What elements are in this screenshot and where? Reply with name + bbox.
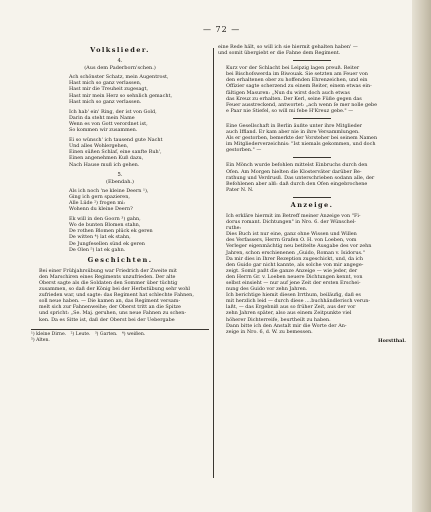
text-line: Pater N. N. [226,186,254,193]
text-line: Bei einer Frühjahrsübung war Friedrich der Zweite mit [39,267,177,274]
anzeige-heading: Anzeige. [290,200,334,209]
story-continuation [218,44,406,56]
text-line: dorus romant. Dichtungen" in Nro. 6. der Wünschel- [226,219,356,226]
right-column [218,44,406,344]
text-line: im Mitgliederverzeichnis: "Ist niemals gekommen, und doch [226,141,376,148]
story-friedrich [31,268,209,323]
separator [293,118,331,119]
text-line: nung des Guido vor zehn Jahren. [226,286,308,293]
text-line: ken. Da es Sitte ist, daß der Oberst bei der Uebergabe [39,316,175,323]
text-line: Dann bitte ich den Anstalt mir die Worte der An- [226,322,347,329]
text-line: selbst einsieht — nur auf jene Zeit der ersten Erschei- [226,280,361,286]
verse-line: De Olen ⁵) lat ek gahn. [69,246,126,253]
verse-line: Ging ich gern spazieren, [69,193,130,200]
text-line: den erhaltenen ober zu hoffenden Ehrenzeichen, und ein [226,77,368,84]
anecdote-monk [218,162,406,192]
text-line: laßt, — das Ergebniß aus so früher Zeit, aus der vor [226,304,356,311]
text-line: Eine Gesellschaft in Berlin äußte unter ihre Mitglieder [226,122,362,129]
verse-line: Als ich noch 'ne kleine Deern ¹), [69,187,149,194]
verse-line: Einen angenehmen Kuß dazu, [69,155,144,162]
verse-line: Einen süßen Schlaf, eine sanfte Ruh', [69,149,162,156]
song-4-stanza-2 [31,109,209,133]
text-line: Feuer ausstreckend, antwortet: „ach wenn ſe mer nolle gebe [226,101,377,108]
text-line: gestorben." — [226,147,262,154]
verse-line: De witten ⁴) lat ek stahn, [69,234,131,241]
verse-line: Ei so wünsch' ich tausend gute Nacht [69,137,163,144]
text-line: und somit übergiebt er die Fahne dem Regiment. [218,50,341,57]
verse-line: Wenn es von Gott verordnet ist, [69,120,148,127]
text-line: den Herrn Gr. v. Loeben neuere Dichtungen kennt, von [226,273,363,280]
text-line: Oberst sagte als die Soldaten den Sommer über tüchtig [39,280,178,286]
footnote: ⁴) weißen. [121,331,146,337]
verse-line: Hast mich so ganz verlassen, [69,80,142,87]
geschichten-heading: Geschichten. [87,255,153,264]
text-line: mit herzlich leid — durch diese ....buchhändlerisch verun- [226,298,371,305]
text-line: Als er gestorben, bemerkte der Vorsteher bei seinem Namen [226,135,378,142]
text-line: den Guido gar nicht kannte, als solche von mir angege- [226,261,364,268]
verse-line: De rothen Blomen plück ek geren [69,228,153,235]
song-5-number: 5. [117,171,123,178]
text-line: rathung und Verdrusß. Das unterschrieben sodann alle, der [226,174,375,181]
text-line: bei Bischofswerda im Biwouak. Sie setzten am Feuer von [226,71,368,78]
separator [293,197,331,198]
text-line: Ein Mönch wurde befohlen mittelst Einbruchs durch den [226,162,368,169]
text-line: des Verfassers, Herrn Grafen O. H. von Loeben, vom [226,237,357,244]
verse-line: Nach Hause muß ich gehen. [69,161,140,168]
text-line: zeige in Nro. 6, d. W. zu bemessen. [226,328,313,335]
text-line: Jahren, schon erschienenen „Guido, Roman v. Isidorus." [226,249,365,256]
verse-line: De Jungfesellen sünd ek geren [69,240,145,247]
text-line: fältigen Masuren: „Nun du wirst doch auch etwas [226,89,350,96]
page-number: — 72 — [203,25,241,34]
footnote: ⁵) Alten. [31,337,50,343]
verse-line: Und alles Wohlergehen, [69,143,129,150]
signature: Horstthal. [377,337,406,344]
verse-line: Ich hab' ein' Ring, der ist von Gold, [69,108,157,115]
song-5-stanza-1 [31,188,209,212]
column-divider [213,48,214,478]
book-binding-edge [412,0,431,512]
text-line: Ich berichtige hiemit diesen Irrthum, beiläufig, daß es [226,292,361,299]
anzeige-text [218,213,406,335]
verse-line: Wohenn du kleine Deern? [69,206,133,213]
verse-line: Darin da steht mein Name [69,114,135,121]
text-line: zehn Jahren später, also aus einem Zeitpunkte viel [226,310,352,317]
text-line: Verleger eigenmächtig neu betitelte Ausgabe des vor zehn [226,243,372,250]
text-line: zufrieden war, und sagte: das Regiment hat schlechte Fahnen, [39,292,194,299]
text-line: den Marschiren eines Regiments unzufrieden. Der alte [39,273,176,280]
anecdote-leipzig [218,65,406,114]
song-4-stanza-1 [31,74,209,104]
footnote: ²) Leute. [70,331,91,337]
separator [293,60,331,61]
text-line: ruthe: [226,225,242,232]
text-line: Ofen. Am Morgen hielten die Klosterväter darüber Be- [226,168,362,175]
text-line: zeigt. Somit paßt die ganze Anzeige — wie jeder, der [226,267,358,274]
verse-line: Hast mir die Treuheit zugesagt, [69,86,149,93]
footnotes [31,332,209,344]
text-line: das Kreuz zu erhalten. Der Kerl, seine Füße gegen das [226,95,362,102]
volkslieder-heading: Volkslieder. [90,46,150,54]
text-line: zusammen, so daß der König bei der Herbstübung sehr wohl [39,286,190,293]
song-4-number: 4. [117,58,123,65]
footnote-rule [31,329,209,330]
song-5-stanza-2 [31,216,209,253]
text-line: e Paar nie Stiefel, so will mi febe H'Kreuz gebe." — [226,107,354,114]
left-column [31,44,209,344]
text-line: Kurz vor der Schlacht bei Leipzig lagen preuß. Reiter [226,65,360,72]
text-line: und spricht: „Se. Maj. geruhen, uns neue Fahnen zu schen- [39,310,187,317]
footnote: ³) Garten. [94,331,118,337]
text-line: Befohlenen aber alß: daß durch den Ofen eingebrochene [226,180,368,187]
verse-line: Alle Lüde ²) frogen mi: [69,199,126,206]
text-line: Offizier sagte scherzend zu einem Reiter, einem etwas ein- [226,83,372,90]
song-4-stanza-3 [31,137,209,167]
text-line: Da mir dies in Ihrer Rezeption zugeschickt, und, da ich [226,255,364,262]
anecdote-iffland [218,123,406,153]
verse-line: Hast mich so ganz verlassen. [69,98,142,105]
text-line: soll neue haben. — Die kamen an, das Regiment versam- [39,298,181,305]
footnote: ¹) kleine Dirne. [31,331,67,337]
verse-line: Ek will in den Goorn ³) gahn, [69,216,141,223]
song-4-subtitle: (Aus dem Paderborn'schen.) [84,65,156,72]
text-line: melt sich zur Fahnenweihe; der Oberst tritt an die Spitze [39,304,181,311]
text-line: höherer Dichterreife, beurtheilt zu haben. [226,316,331,323]
text-line: Ich erkläre hiermit im Betreff meiner Anzeige von "Fi- [226,212,361,219]
text-line: auch Iffland. Er kam aber nie in ihre Versammlungen. [226,129,360,136]
text-line: eine Rede hält, so will ich sie hiermit gehalten haben' — [218,44,358,50]
verse-line: Ach schönster Schatz, mein Augentrost, [69,74,169,81]
text-line: Dies Buch ist nur eine, ganz ohne Wissen und Willen [226,231,357,238]
verse-line: So kommen wir zusammen. [69,127,138,134]
song-5-subtitle: (Ebendah.) [106,178,134,185]
verse-line: Hast mir mein Herz so sehnlich gemacht, [69,92,173,99]
separator [293,157,331,158]
verse-line: Wo de bunten Blomen stahn, [69,222,141,229]
